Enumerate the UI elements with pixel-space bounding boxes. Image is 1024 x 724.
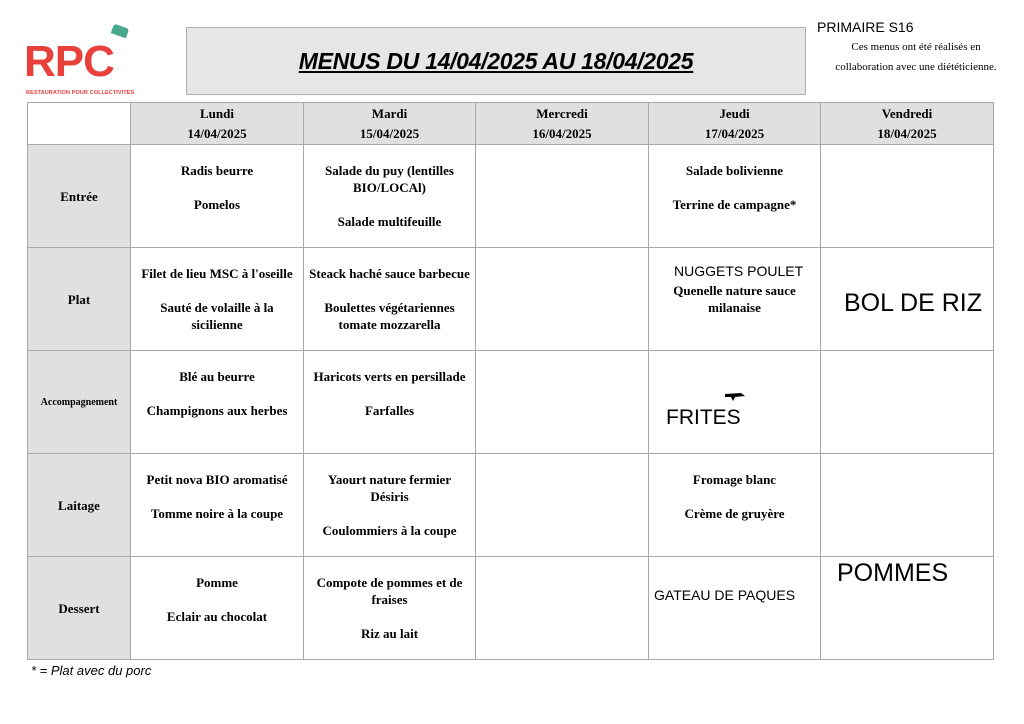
ink-mark-icon [723,389,747,401]
menu-item: Haricots verts en persillade [313,369,466,384]
row-label: Accompagnement [28,351,131,454]
menu-item: Pomelos [193,197,241,212]
menu-item: Tomme noire à la coupe [150,506,284,521]
menu-item: Champignons aux herbes [146,403,288,418]
menu-cell [304,454,476,557]
menu-item: Coulommiers à la coupe [322,523,457,538]
logo-subtitle: RESTAURATION POUR COLLECTIVITES [26,90,135,96]
menu-item: Quenelle nature sauce milanaise [673,283,796,315]
page-title: MENUS DU 14/04/2025 AU 18/04/2025 [298,47,694,74]
menu-cell [131,248,304,351]
frites-annotation: FRITES [666,406,741,429]
day-header: Vendredi 18/04/2025 [821,103,994,145]
menu-cell [649,454,821,557]
menu-item: Blé au beurre [179,369,255,384]
day-header: Lundi 14/04/2025 [131,103,304,145]
title-box [186,27,806,95]
menu-cell [476,351,649,454]
menu-item: Radis beurre [180,163,254,178]
menu-item: Boulettes végétariennes tomate mozzarella [324,300,455,332]
row-label: Laitage [28,454,131,557]
menu-cell [649,351,821,454]
menu-cell [649,145,821,248]
row-label: Dessert [28,557,131,660]
menu-cell [649,557,821,660]
menu-item: Salade multifeuille [337,214,442,229]
menu-item: Pomme [196,575,238,590]
menu-cell [304,557,476,660]
menu-item: Salade bolivienne [685,163,784,178]
nuggets-annotation: NUGGETS POULET [674,263,804,279]
menu-item: Compote de pommes et de fraises [316,575,463,607]
bol-de-riz-annotation: BOL DE RIZ [844,289,982,317]
row-label: Plat [28,248,131,351]
menu-cell [131,557,304,660]
corner-cell [28,103,131,145]
menu-row [28,145,994,248]
menu-cell [476,145,649,248]
menu-cell [476,454,649,557]
day-header: Jeudi 17/04/2025 [649,103,821,145]
menu-item: Sauté de volaille à la sicilienne [160,300,274,332]
pommes-annotation: POMMES [837,559,949,587]
school-level: PRIMAIRE S16 [817,19,914,35]
menu-row [28,351,994,454]
menu-cell [821,351,994,454]
menu-item: Fromage blanc [692,472,777,487]
menu-cell [821,145,994,248]
menu-item: Salade du puy (lentilles BIO/LOCAl) [325,163,454,195]
menu-item: Eclair au chocolat [166,609,268,624]
menu-row [28,454,994,557]
menu-item: Terrine de campagne* [672,197,797,212]
menu-cell [476,248,649,351]
menu-cell [476,557,649,660]
gateau-annotation: GATEAU DE PAQUES [654,587,796,603]
menu-cell [304,248,476,351]
menu-cell [304,145,476,248]
menu-item: Riz au lait [360,626,419,641]
menu-item: Filet de lieu MSC à l'oseille [141,266,293,281]
menu-table [27,102,994,660]
menu-row [28,248,994,351]
menu-cell [821,248,994,351]
menu-cell [649,248,821,351]
dietitian-note: Ces menus ont été réalisés en collaboration avec une diététicienne. [835,41,997,73]
menu-cell [821,454,994,557]
menu-item: Steack haché sauce barbecue [309,266,470,281]
menu-cell [131,454,304,557]
row-label: Entrée [28,145,131,248]
day-header: Mercredi 16/04/2025 [476,103,649,145]
menu-item: Petit nova BIO aromatisé [146,472,288,487]
menu-item: Yaourt nature fermier Désiris [327,472,452,504]
menu-cell [821,557,994,660]
header-row [28,103,994,145]
pork-footnote: * = Plat avec du porc [31,663,152,678]
logo-text: RPC [24,37,114,86]
menu-cell [131,145,304,248]
menu-item: Farfalles [364,403,415,418]
rpc-logo [24,24,134,100]
menu-cell [131,351,304,454]
menu-item: Crème de gruyère [684,506,785,521]
day-header: Mardi 15/04/2025 [304,103,476,145]
menu-row [28,557,994,660]
menu-cell [304,351,476,454]
